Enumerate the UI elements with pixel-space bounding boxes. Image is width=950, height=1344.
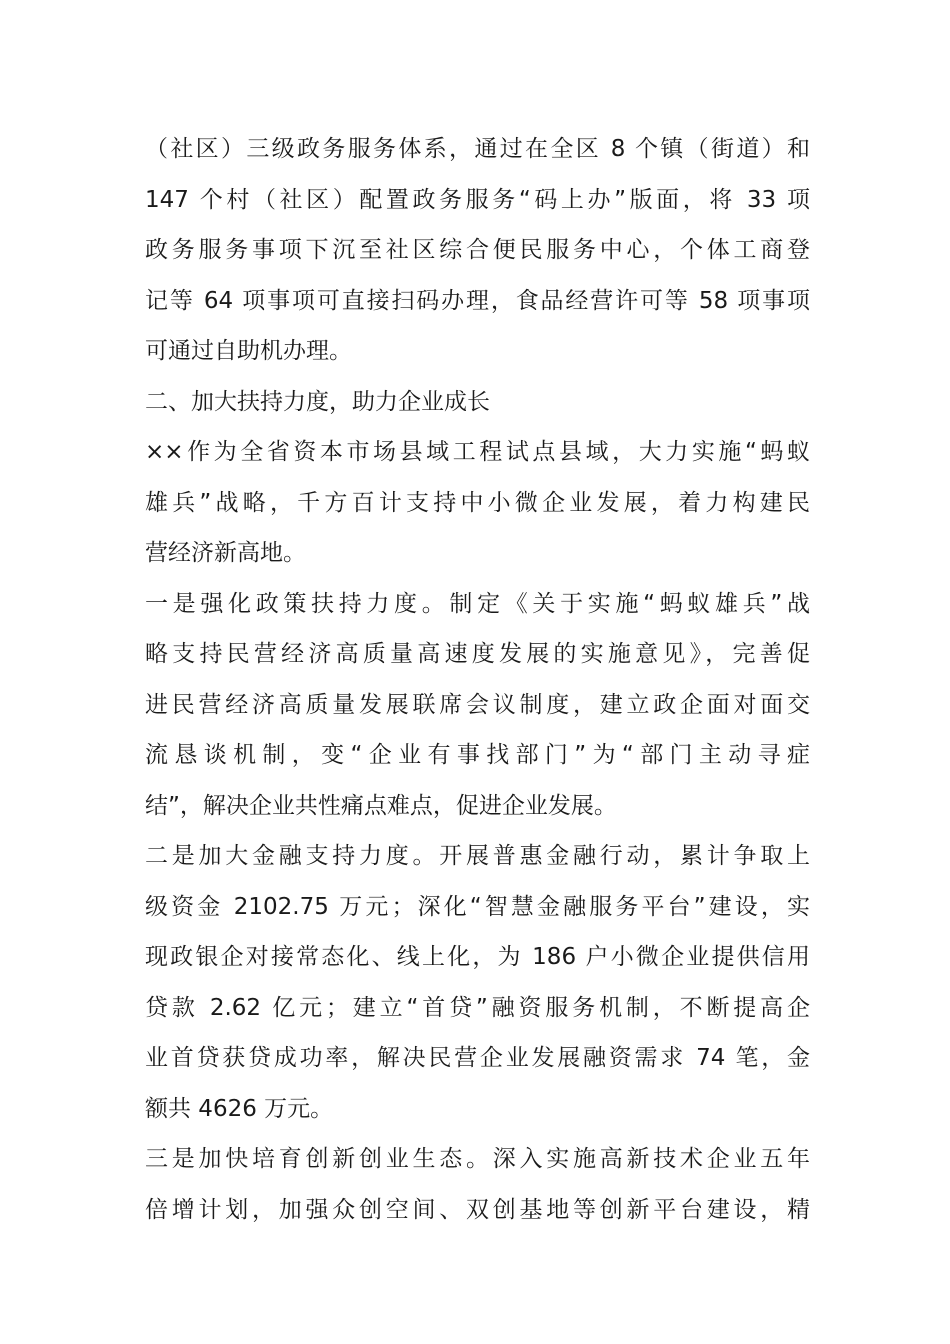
text-line: 倍增计划，加强众创空间、双创基地等创新平台建设，精 — [145, 1196, 810, 1223]
text-line: 进民营经济高质量发展联席会议制度，建立政企面对面交 — [145, 691, 810, 718]
text-line: 147 个村（社区）配置政务服务“码上办”版面，将 33 项 — [145, 186, 810, 213]
text-line: 雄兵”战略，千方百计支持中小微企业发展，着力构建民 — [145, 489, 810, 516]
text-line: 营经济新高地。 — [145, 540, 306, 566]
paragraph-service-system — [145, 124, 810, 377]
text-line: 可通过自助机办理。 — [145, 338, 352, 364]
section-heading — [145, 377, 810, 428]
text-line: 三是加快培育创新创业生态。深入实施高新技术企业五年 — [145, 1146, 810, 1172]
paragraph-policy-support — [145, 579, 810, 832]
text-line: 记等 64 项事项可直接扫码办理，食品经营许可等 58 项事项 — [145, 287, 810, 314]
text-line: ××作为全省资本市场县域工程试点县域，大力实施“蚂蚁 — [145, 439, 810, 465]
document-body — [145, 124, 810, 1235]
text-line: （社区）三级政务服务体系，通过在全区 8 个镇（街道）和 — [145, 136, 810, 162]
text-line: 流恳谈机制，变“企业有事找部门”为“部门主动寻症 — [145, 742, 810, 768]
heading-line: 二、加大扶持力度，助力企业成长 — [145, 388, 490, 415]
text-line: 二是加大金融支持力度。开展普惠金融行动，累计争取上 — [145, 843, 810, 869]
text-line: 政务服务事项下沉至社区综合便民服务中心，个体工商登 — [145, 237, 810, 263]
text-line: 一是强化政策扶持力度。制定《关于实施“蚂蚁雄兵”战 — [145, 590, 810, 617]
text-line: 略支持民营经济高质量高速度发展的实施意见》，完善促 — [145, 641, 810, 667]
paragraph-intro — [145, 427, 810, 579]
text-line: 额共 4626 万元。 — [145, 1095, 334, 1122]
text-line: 现政银企对接常态化、线上化，为 186 户小微企业提供信用 — [145, 944, 810, 970]
text-line: 结”，解决企业共性痛点难点，促进企业发展。 — [145, 792, 617, 819]
paragraph-financial-support — [145, 831, 810, 1134]
paragraph-innovation — [145, 1134, 810, 1235]
text-line: 业首贷获贷成功率，解决民营企业发展融资需求 74 笔，金 — [145, 1045, 810, 1071]
text-line: 级资金 2102.75 万元；深化“智慧金融服务平台”建设，实 — [145, 893, 810, 920]
text-line: 贷款 2.62 亿元；建立“首贷”融资服务机制，不断提高企 — [145, 994, 810, 1021]
